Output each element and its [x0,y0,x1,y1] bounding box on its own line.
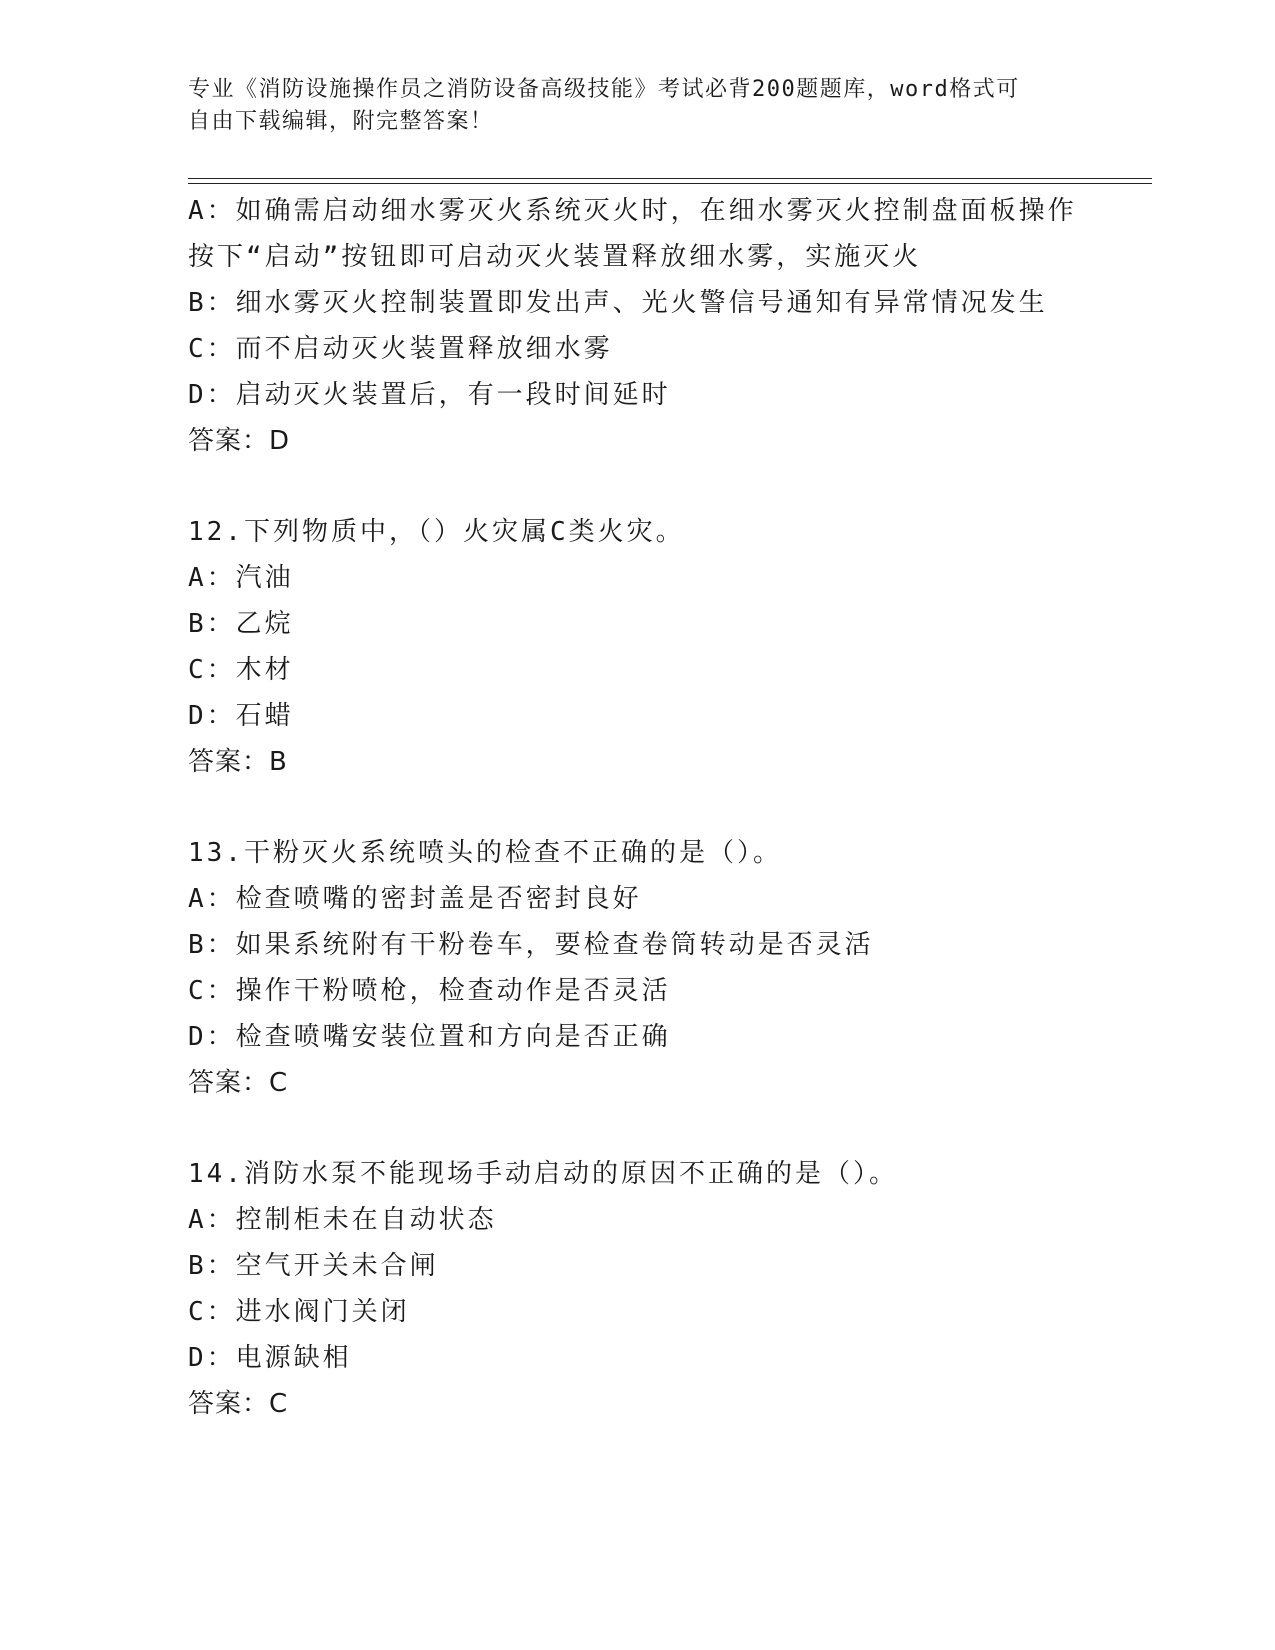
option-c: C：进水阀门关闭 [188,1297,410,1327]
option-a-line-2: 按下“启动”按钮即可启动灭火装置释放细水雾，实施灭火 [188,242,922,272]
option-a: A：控制柜未在自动状态 [188,1205,497,1235]
answer: 答案：C [188,1068,289,1098]
option-d: D：石蜡 [188,701,294,731]
header-rule-top [188,178,1152,179]
document-body [188,188,1088,1427]
option-b: B：细水雾灭火控制装置即发出声、光火警信号通知有异常情况发生 [188,288,1048,318]
option-d: D：启动灭火装置后，有一段时间延时 [188,380,671,410]
answer: 答案：D [188,426,291,456]
question-12-block [188,509,1088,785]
answer: 答案：C [188,1389,289,1419]
option-b: B：空气开关未合闸 [188,1251,439,1281]
option-d: D：检查喷嘴安装位置和方向是否正确 [188,1022,671,1052]
option-a: A：汽油 [188,563,294,593]
answer: 答案：B [188,747,288,777]
header-line-1: 专业《消防设施操作员之消防设备高级技能》考试必背200题题库，word格式可 [188,77,1020,102]
question-text: 13.干粉灭火系统喷头的检查不正确的是（）。 [188,838,782,868]
option-b: B：乙烷 [188,609,294,639]
question-text: 14.消防水泵不能现场手动启动的原因不正确的是（）。 [188,1159,898,1189]
spacer [188,464,1088,509]
question-13-block [188,830,1088,1106]
option-b: B：如果系统附有干粉卷车，要检查卷筒转动是否灵活 [188,930,874,960]
document-header [188,74,1088,138]
option-a: A：检查喷嘴的密封盖是否密封良好 [188,884,642,914]
header-rule-bottom [188,183,1152,184]
header-line-2: 自由下载编辑，附完整答案！ [188,109,494,134]
spacer [188,1106,1088,1151]
spacer [188,785,1088,830]
option-c: C：木材 [188,655,294,685]
question-14-block [188,1151,1088,1427]
question-11-block [188,188,1088,464]
option-c: C：操作干粉喷枪，检查动作是否灵活 [188,976,671,1006]
option-c: C：而不启动灭火装置释放细水雾 [188,334,613,364]
option-d: D：电源缺相 [188,1343,352,1373]
question-text: 12.下列物质中，（）火灾属C类火灾。 [188,517,685,547]
option-a-line-1: A：如确需启动细水雾灭火系统灭火时，在细水雾灭火控制盘面板操作 [188,196,1077,226]
